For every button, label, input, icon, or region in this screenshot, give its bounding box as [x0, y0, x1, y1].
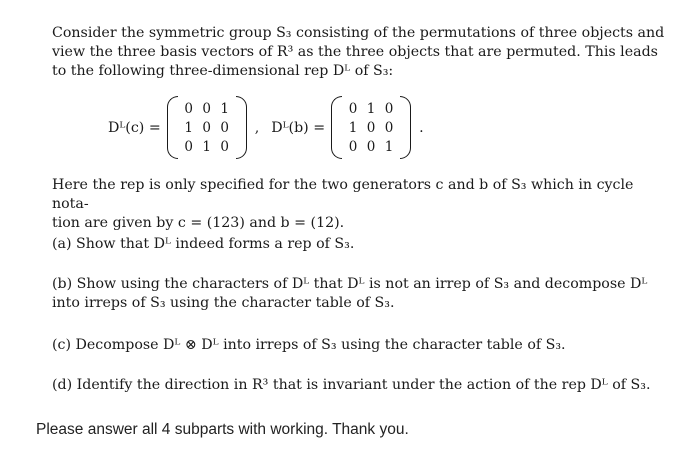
matrix-c-entry: 0: [202, 119, 212, 136]
matrix-b: [331, 96, 411, 159]
matrix-b-grid: [342, 96, 400, 159]
right-paren: [236, 96, 247, 159]
matrix-b-entry: 0: [366, 138, 376, 155]
matrix-b-entry: 0: [384, 119, 394, 136]
part-b-line-2: into irreps of S₃ using the character table of S₃.: [52, 295, 395, 311]
matrix-b-entry: 1: [348, 119, 358, 136]
intro-line-2: view the three basis vectors of R³ as the three objects that are permuted. This leads: [52, 44, 658, 60]
part-b-line-1: (b) Show using the characters of Dᴸ that Dᴸ is not an irrep of S₃ and decompose Dᴸ: [52, 276, 648, 292]
intro-line-3: to the following three-dimensional rep Dᴸ of S₃:: [52, 63, 394, 79]
generators-line-2: tion are given by c = (123) and b = (12).: [52, 215, 345, 231]
equation-terminator: .: [419, 119, 424, 136]
lhs-b: Dᴸ(b) =: [271, 119, 326, 136]
matrix-b-entry: 0: [384, 100, 394, 117]
matrix-c-entry: 0: [220, 119, 230, 136]
part-a: (a) Show that Dᴸ indeed forms a rep of S₃.: [52, 236, 355, 252]
right-paren: [400, 96, 411, 159]
intro-line-1: Consider the symmetric group S₃ consisting of the permutations of three objects and: [52, 25, 665, 41]
left-paren: [331, 96, 342, 159]
matrix-c: [167, 96, 247, 159]
matrix-c-grid: [178, 96, 236, 159]
matrix-b-entry: 0: [348, 100, 358, 117]
generators-line-1: Here the rep is only specified for the two generators c and b of S₃ which in cycle nota-: [52, 177, 634, 212]
matrix-c-entry: 1: [202, 138, 212, 155]
generators-paragraph: [52, 176, 672, 233]
matrix-b-entry: 1: [366, 100, 376, 117]
lhs-c: Dᴸ(c) =: [108, 119, 161, 136]
matrix-c-entry: 0: [184, 138, 194, 155]
matrix-equations: [108, 96, 424, 159]
left-paren: [167, 96, 178, 159]
part-b: [52, 275, 677, 313]
part-d: (d) Identify the direction in R³ that is invariant under the action of the rep Dᴸ of S₃.: [52, 377, 651, 393]
matrix-c-entry: 0: [202, 100, 212, 117]
matrix-b-entry: 0: [348, 138, 358, 155]
equation-separator: ,: [254, 119, 260, 136]
matrix-b-entry: 1: [384, 138, 394, 155]
intro-paragraph: [52, 24, 672, 81]
matrix-c-entry: 1: [184, 119, 194, 136]
matrix-c-entry: 1: [220, 100, 230, 117]
part-c: (c) Decompose Dᴸ ⊗ Dᴸ into irreps of S₃ using the character table of S₃.: [52, 337, 566, 353]
matrix-c-entry: 0: [184, 100, 194, 117]
matrix-b-entry: 0: [366, 119, 376, 136]
request-note: Please answer all 4 subparts with working. Thank you.: [36, 421, 409, 438]
matrix-c-entry: 0: [220, 138, 230, 155]
